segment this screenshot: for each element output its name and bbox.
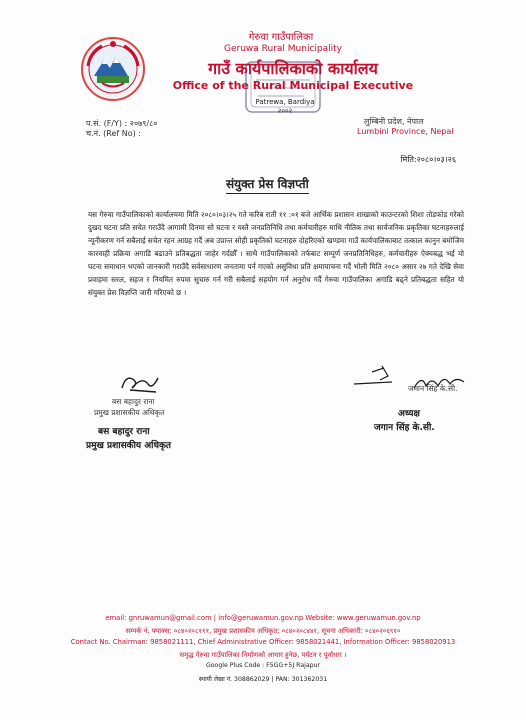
header-line-1: गेरुवा गाउँपालिका (248, 32, 314, 43)
province-np: लुम्बिनी प्रदेश, नेपाल (364, 117, 424, 126)
province-en: Lumbini Province, Nepal (357, 127, 454, 136)
press-release-body: यस गेरुवा गाउँपालिकाको कार्यालयमा मिति २०८०।०३।२५ गते करिब राती ११ :०१ बजे आर्थिक प्रशासन शाखाको काउन्टरको शिशा तोडफोड गरेको दुखद घटना प्रति सचेत गराउँदै आगामी दिनमा सो घटना र यस्तै जनप्रतिनिधि तथा कर्मचारीहरु माथि नीतिक तथा सार्वजनिक प्रकृतिका घटनाहरुलाई न्यूनीकरण गर्न सबैलाई सचेत रहन आग्रह गर्दै अब उप्रान्त सोही प्रकृतिको घटनाहरु दोहरिएको खण्डमा गाउँ कार्यपालिकाबाट तत्काल कानुन बमोजिम कारवाही प्रक्रिया अगाडि बढाउने प्रतिबद्धता जाहेर गर्दछौँ । साथै गाउँपालिकाको तर्फबाट सम्पूर्ण जनप्रतिनिधिहरु, कर्मचारीहरु ऐक्यबद्ध भई यो घटना समाधान भएको जानकारी गराउँदै सर्वसाधारण जनतामा पर्न गएको असुविधा प्रति क्षमायाचना गर्दै भोली मिति २०८० असार २७ गते देखि सेवा प्रवाहमा सरल, सहज र नियमित रुपमा सुचारु गर्न गरी सबैलाई सहयोग गर्न अनुरोध गर्दै गेरुवा गाउँपालिका अगाडि बढ्ने प्रतिबद्धता सहित यो संयुक्त प्रेस विज्ञप्ति जारी गरिएको छ । (88, 210, 464, 297)
reference-number: च.नं. (Ref No) : (86, 129, 141, 138)
right-stamp-name: जगान सिंह के.सी. (374, 423, 435, 433)
header-year: २००२ (277, 107, 293, 115)
footer-plus-code: Google Plus Code : F5GG+5J Rajapur (205, 662, 321, 669)
address-line: Patrewa, Bardiya (255, 98, 315, 106)
letter-date: मिति:२०८०।०३।२६ (400, 155, 456, 164)
office-title-np: गाउँ कार्यपालिकाको कार्यालय (208, 59, 378, 78)
reference-fy: प.सं. (F/Y) : २०७९/८० (86, 119, 158, 128)
left-signatory-designation: प्रमुख प्रशासकीय अधिकृत (94, 408, 165, 417)
footer-contacts-np: सम्पर्क नं. फ्याक्स: ०८४०२०८१११, प्रमुख प्रशासकीय अधिकृत: ०८४०२०८४४१, सूचना अधिकारी: ०८४०२०६९१० (125, 627, 401, 635)
office-title-en: Office of the Rural Municipal Executive (172, 79, 414, 92)
left-signatory-name: बस बहादुर राना (112, 397, 155, 406)
left-signature-icon (118, 370, 166, 396)
left-stamp-designation: प्रमुख प्रशासकीय अधिकृत (86, 441, 172, 451)
office-stamp-icon (242, 58, 324, 116)
left-stamp-name: बस बहादुर राना (98, 427, 150, 437)
footer-contacts-email: email: gnruwamun@gmail.com | info@geruwamun.gov.np Website: www.geruwamun.gov.np (105, 614, 421, 622)
right-stamp-designation: अध्यक्ष (398, 409, 420, 419)
press-release-title: संयुक्त प्रेस विज्ञप्ती (226, 175, 309, 194)
footer-slogan: समृद्ध गेरुवा गाउँपालिका निर्माणको आधार हुनेछ, पर्यटन र पूर्वाधार । (179, 651, 347, 659)
footer-pan: स्थायी लेखा नं. 308862029 | PAN: 301362031 (198, 676, 328, 683)
footer-contacts-en: Contact No. Chairman: 9858021111, Chief Administrative Officer: 9858021441, Information Officer: 9858020913 (70, 638, 456, 646)
header-line-2: Geruwa Rural Municipality (224, 44, 342, 54)
right-signatory-name: जमान सिंह के.सी. (408, 384, 458, 393)
